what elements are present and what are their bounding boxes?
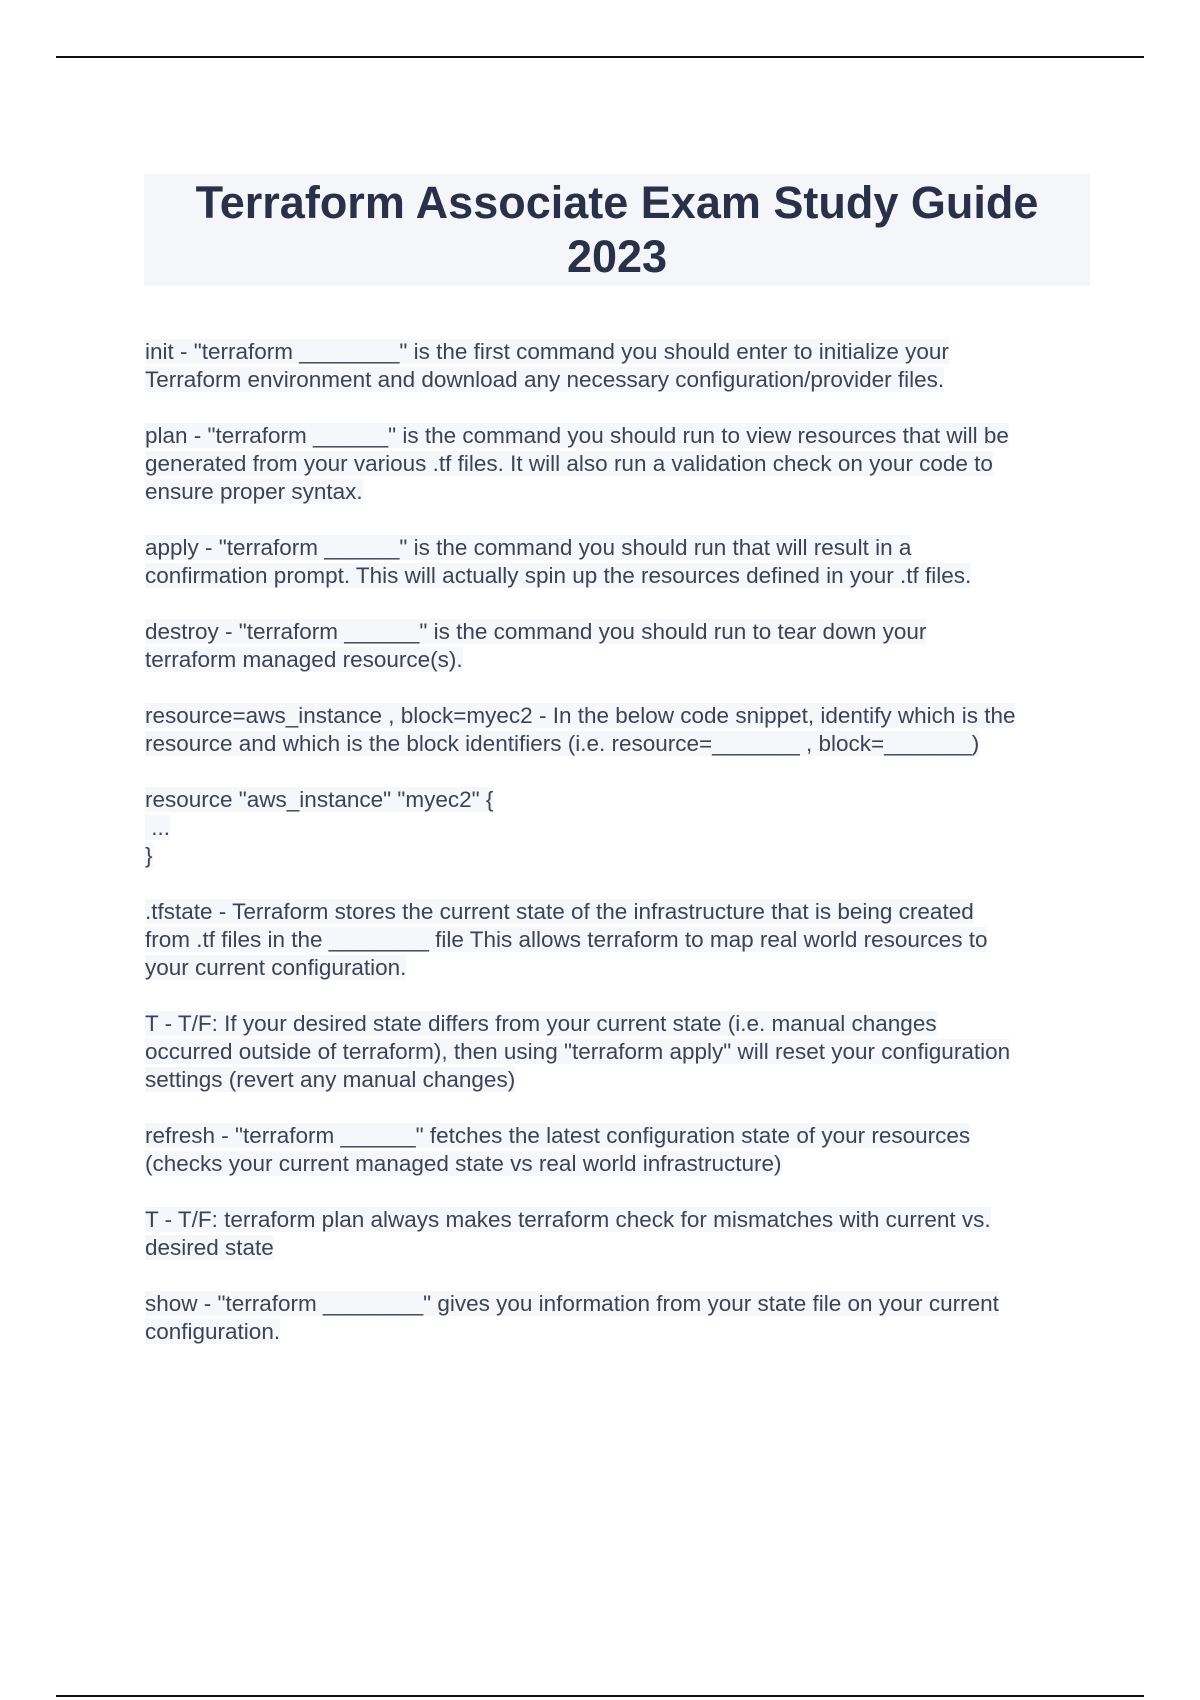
qa-line: generated from your various .tf files. It will also run a validation check on your code to <box>145 451 993 476</box>
qa-line: apply - "terraform ______" is the command you should run that will result in a <box>145 535 912 560</box>
qa-line: .tfstate - Terraform stores the current state of the infrastructure that is being created <box>145 899 974 924</box>
qa-line: settings (revert any manual changes) <box>145 1067 516 1092</box>
qa-item-plan <box>145 422 1090 506</box>
title-banner <box>144 174 1090 286</box>
qa-line: (checks your current managed state vs real world infrastructure) <box>145 1151 782 1176</box>
top-rule <box>56 56 1144 58</box>
qa-line: confirmation prompt. This will actually spin up the resources defined in your .tf files. <box>145 563 972 588</box>
qa-line: from .tf files in the ________ file This allows terraform to map real world resources to <box>145 927 988 952</box>
qa-line: resource=aws_instance , block=myec2 - In the below code snippet, identify which is the <box>145 703 1016 728</box>
qa-line: ensure proper syntax. <box>145 479 363 504</box>
qa-item-plan-check <box>145 1206 1090 1262</box>
qa-item-init <box>145 338 1090 394</box>
qa-item-refresh <box>145 1122 1090 1178</box>
qa-line: destroy - "terraform ______" is the command you should run to tear down your <box>145 619 927 644</box>
qa-line: plan - "terraform ______" is the command you should run to view resources that will be <box>145 423 1009 448</box>
qa-line: T - T/F: terraform plan always makes terraform check for mismatches with current vs. <box>145 1207 991 1232</box>
qa-line: refresh - "terraform ______" fetches the latest configuration state of your resources <box>145 1123 971 1148</box>
qa-item-tfstate <box>145 898 1090 982</box>
document-title-line-1: Terraform Associate Exam Study Guide <box>195 177 1039 228</box>
qa-item-desired-state <box>145 1010 1090 1094</box>
qa-line: terraform managed resource(s). <box>145 647 463 672</box>
qa-line: T - T/F: If your desired state differs from your current state (i.e. manual changes <box>145 1011 937 1036</box>
code-snippet <box>145 786 1090 870</box>
study-guide-content <box>145 338 1090 1374</box>
code-line: } <box>145 843 153 868</box>
qa-item-apply <box>145 534 1090 590</box>
qa-item-show <box>145 1290 1090 1346</box>
qa-item-resource-block <box>145 702 1090 758</box>
code-line: ... <box>145 815 171 840</box>
document-title-line-2: 2023 <box>566 231 668 282</box>
qa-line: occurred outside of terraform), then using "terraform apply" will reset your configuration <box>145 1039 1011 1064</box>
qa-line: configuration. <box>145 1319 281 1344</box>
bottom-rule <box>56 1695 1144 1697</box>
qa-line: show - "terraform ________" gives you information from your state file on your current <box>145 1291 999 1316</box>
qa-line: your current configuration. <box>145 955 407 980</box>
qa-line: resource and which is the block identifiers (i.e. resource=_______ , block=_______) <box>145 731 980 756</box>
qa-item-destroy <box>145 618 1090 674</box>
qa-line: desired state <box>145 1235 274 1260</box>
code-line: resource "aws_instance" "myec2" { <box>145 787 494 812</box>
document-title <box>196 176 1039 284</box>
qa-line: Terraform environment and download any necessary configuration/provider files. <box>145 367 945 392</box>
qa-line: init - "terraform ________" is the first command you should enter to initialize your <box>145 339 949 364</box>
